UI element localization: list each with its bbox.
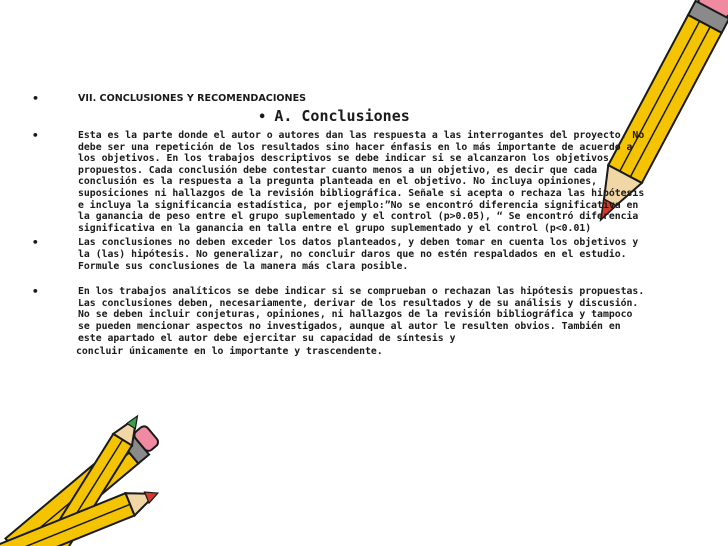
paragraph-1-text: Esta es la parte donde el autor o autores dan las respuesta a las interrogantes del proyecto. No debe ser una repetición de los resultados sino hacer énfasis en lo más importante de acuerdo a los objetivos. En los trabajos descriptivos se debe indicar si se alcanzaron los objetivos propuestos. Cada conclusión debe contestar cuanto menos a un objetivo, es decir que cada conclusión es la respuesta a la pregunta planteada en el objetivo. No incluya opiniones, suposiciones ni hallazgos de la revisión bibliográfica. Señale si acepta o rechaza las hipótesis e incluya la significancia estadística, por ejemplo:”No se encontró diferencia significativa en la ganancia de peso entre el grupo suplementado y el control (p>0.05), “ Se encontró diferencia significativa en la ganancia en talla entre el grupo suplementado y el control (p<0.01) [78, 130, 645, 234]
bullet: • [32, 129, 39, 142]
closing-line: concluir únicamente en lo importante y trascendente. [76, 346, 383, 358]
bullet: • [32, 285, 39, 299]
section-heading-text: VII. CONCLUSIONES Y RECOMENDACIONES [78, 93, 307, 104]
subtitle-text: A. Conclusiones [274, 107, 410, 125]
paragraph-2 [28, 237, 650, 272]
pencils-icon [0, 400, 200, 546]
bullet: • [32, 236, 39, 250]
slide-content [28, 92, 650, 358]
bullet: • [258, 110, 267, 125]
subtitle [28, 106, 650, 128]
paragraph-3 [28, 286, 650, 344]
bullet: • [32, 92, 40, 105]
paragraph-3-text: En los trabajos analíticos se debe indicar si se comprueban o rechazan las hipótesis propuestas. Las conclusiones deben, necesariamente, derivar de los resultados y de su análisis y discusión. No se deben incluir conjeturas, opiniones, ni hallazgos de la revisión bibliográfica y tampoco se pueden mencionar aspectos no investigados, aunque al autor le resulten obvios. También en este apartado el autor debe ejercitar su capacidad de síntesis y [78, 286, 645, 344]
paragraph-1 [28, 130, 650, 234]
paragraph-2-text: Las conclusiones no deben exceder los datos planteados, y deben tomar en cuenta los objetivos y la (las) hipótesis. No generalizar, no concluir daros que no estén respaldados en el estudio. Formule sus conclusiones de la manera más clara posible. [78, 237, 639, 272]
section-heading [28, 92, 650, 105]
